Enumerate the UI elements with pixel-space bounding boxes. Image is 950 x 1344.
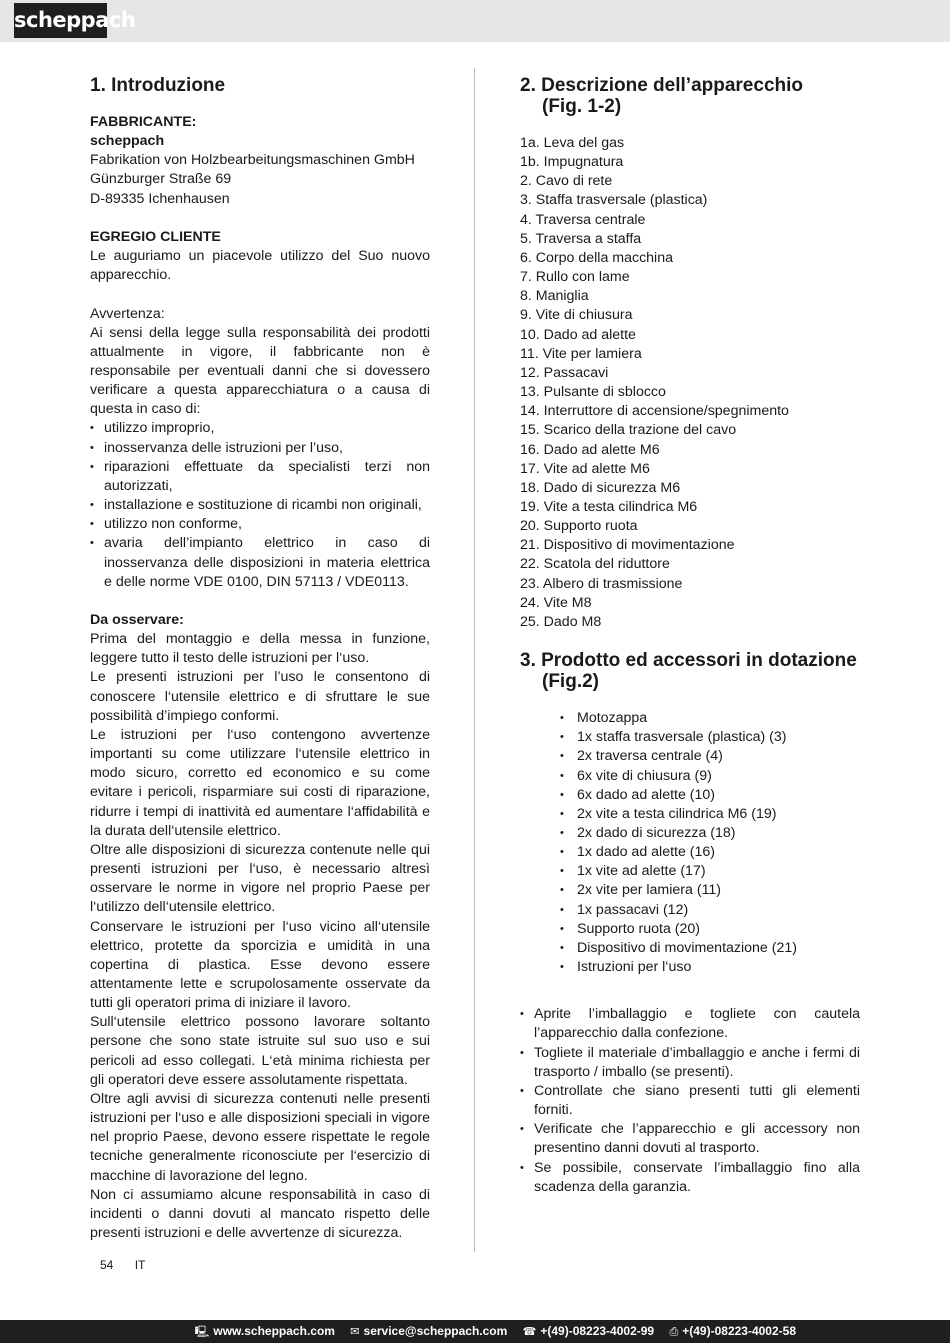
list-item: 2. Cavo di rete [520,173,613,190]
left-column [90,75,430,1243]
list-item: • 6x dado ad alette (10) [560,786,860,805]
observe-label: Da osservare: [90,612,184,629]
brand-logo: scheppach [14,3,107,38]
page-number: 54 [100,1258,114,1272]
observe-paragraph: Sull‘utensile elettrico possono lavorare soltanto persone che sono state istruite sul suo uso e sui pericoli ad esso collegati. L‘età minima richiesta per gli operatori deve essere assolutamente rispettata. [90,1014,430,1088]
list-item: 24. Vite M8 [520,594,592,611]
observe-paragraph: Oltre alle disposizioni di sicurezza contenute nelle qui presenti istruzioni per l‘uso, è necessario altresì osservare le norme in vigore nel proprio Paese per l‘utilizzo dell‘utensile elettrico. [90,841,430,916]
right-column [520,75,860,1197]
list-item: • 2x vite per lamiera (11) [560,881,860,900]
list-item: 19. Vite a testa cilindrica M6 [520,498,698,515]
list-item: • 2x traversa centrale (4) [560,747,860,766]
email-contact[interactable] [350,1324,507,1338]
customer-text: Le auguriamo un piacevole utilizzo del Suo nuovo apparecchio. [90,248,430,284]
list-item: • 1x vite ad alette (17) [560,862,860,881]
list-item: • installazione e sostituzione di ricambi non originali, [90,496,430,515]
observe-paragraph: Non ci assumiamo alcune responsabilità in caso di incidenti o danni dovuti al mancato rispetto delle presenti istruzioni e delle avvertenze di sicurezza. [90,1186,430,1242]
list-item: 15. Scarico della trazione del cavo [520,422,737,439]
phone-icon: ☎︎ [522,1326,537,1338]
list-item: 9. Vite di chiusura [520,307,633,324]
website-link[interactable]: www.scheppach.com [213,1324,335,1338]
observe-paragraph: Le istruzioni per l‘uso contengono avvertenze importanti su come utilizzare l‘utensile elettrico in modo sicuro, corretto ed economico e su come evitare i pericoli, risparmiare sui costi di riparazione, ridurre i tempi di inattività ed aumentare l‘affidabilità e la durata dell‘utensile elettrico. [90,726,430,839]
parts-list [520,134,860,632]
list-item: 12. Passacavi [520,364,609,381]
list-item: 23. Albero di trasmissione [520,575,683,592]
list-item: • avaria dell’impianto elettrico in caso di inosservanza delle disposizioni in materia elettrica e delle norme VDE 0100, DIN 57113 / VDE0113. [90,534,430,591]
manufacturer-name: scheppach [90,133,165,150]
section-3-title-figure: (Fig.2) [542,671,599,693]
list-item: 1a. Leva del gas [520,135,625,151]
list-item: 16. Dado ad alette M6 [520,441,660,458]
fax-contact [669,1324,796,1338]
list-item: • 1x passacavi (12) [560,901,860,920]
mail-icon: ✉︎ [350,1326,360,1338]
list-item: • Controllate che siano presenti tutti gli elementi forniti. [520,1082,860,1120]
list-item: 11. Vite per lamiera [520,345,642,362]
list-item: 14. Interruttore di accensione/spegnimento [520,403,789,420]
list-item: 7. Rullo con lame [520,269,630,286]
list-item: • Togliete il materiale d’imballaggio e anche i fermi di trasporto / imballo (se presenti). [520,1044,860,1082]
section-2-title-line: 2. Descrizione dell’apparecchio [520,75,803,96]
contact-list [183,1320,796,1344]
computer-icon: 🖳︎ [194,1326,210,1338]
address-line: Günzburger Straße 69 [90,171,232,188]
address-line: Fabrikation von Holzbearbeitungsmaschinen GmbH [90,152,415,169]
scope-of-delivery-list [520,709,860,977]
section-3-title [520,650,860,692]
section-2-title-figure: (Fig. 1-2) [542,96,622,117]
warning-text: Ai sensi della legge sulla responsabilità dei prodotti attualmente in vigore, il fabbricante non è responsabile per eventuali danni che si dovessero verificare a questa apparecchiatura o a causa di questa in caso di: [90,324,430,418]
section-1-title: 1. Introduzione [90,75,226,96]
list-item: • inosservanza delle istruzioni per l’uso, [90,439,430,458]
observe-paragraph: Conservare le istruzioni per l‘uso vicino all‘utensile elettrico, protette da sporcizia e umidità in una copertina di plastica. Esse devono essere attentamente lette e scrupolosamente osservate da tutti gli operatori prima di iniziare il lavoro. [90,918,430,1012]
page-footer [100,1258,163,1272]
list-item: • riparazioni effettuate da specialisti terzi non autorizzati, [90,458,430,496]
fax-number: +(49)-08223-4002-58 [682,1324,796,1338]
list-item: • 1x dado ad alette (16) [560,843,860,862]
list-item: • utilizzo improprio, [90,419,430,438]
address-line: D-89335 Ichenhausen [90,190,230,207]
fax-icon: ⎙ [669,1326,679,1338]
observe-paragraph: Le presenti istruzioni per l’uso le consentono di conoscere l‘utensile elettrico e di sfruttare le sue possibilità d’impiego conformi. [90,669,430,724]
list-item: 5. Traversa a staffa [520,230,642,247]
section-2-title [520,75,860,117]
list-item: • 1x staffa trasversale (plastica) (3) [560,728,860,747]
list-item: • Se possibile, conservate l’imballaggio fino alla scadenza della garanzia. [520,1159,860,1197]
list-item: • Motozappa [560,709,860,728]
list-item: 3. Staffa trasversale (plastica) [520,192,708,209]
contact-bar [0,1320,950,1343]
list-item: 4. Traversa centrale [520,211,646,228]
unpacking-list [520,1005,860,1197]
warning-list [90,419,430,591]
list-item: 6. Corpo della macchina [520,249,673,266]
top-header-bar [0,0,950,42]
column-divider [474,68,475,1252]
list-item: 25. Dado M8 [520,613,602,630]
list-item: 22. Scatola del riduttore [520,556,670,573]
list-item: • Dispositivo di movimentazione (21) [560,939,860,958]
list-item: 10. Dado ad alette [520,326,636,343]
list-item: • 6x vite di chiusura (9) [560,767,860,786]
list-item: 13. Pulsante di sblocco [520,384,666,401]
list-item: 1b. Impugnatura [520,154,624,171]
list-item: • 2x dado di sicurezza (18) [560,824,860,843]
list-item: 8. Maniglia [520,288,589,305]
customer-label: EGREGIO CLIENTE [90,228,221,245]
list-item: • Verificate che l’apparecchio e gli accessory non presentino danni dovuti al trasporto. [520,1120,860,1158]
manufacturer-label: FABBRICANTE: [90,114,197,130]
list-item: • Supporto ruota (20) [560,920,860,939]
phone-contact [523,1324,654,1338]
list-item: 18. Dado di sicurezza M6 [520,479,681,496]
language-code: IT [134,1258,146,1272]
phone-number: +(49)-08223-4002-99 [540,1324,655,1338]
website-contact[interactable] [195,1324,335,1338]
list-item: • utilizzo non conforme, [90,515,430,534]
email-link[interactable]: service@scheppach.com [363,1324,508,1338]
list-item: 17. Vite ad alette M6 [520,460,650,477]
section-3-title-line: 3. Prodotto ed accessori in dotazione [520,650,857,672]
observe-paragraph: Prima del montaggio e della messa in funzione, leggere tutto il testo delle istruzioni per l‘uso. [90,631,430,667]
list-item: • 2x vite a testa cilindrica M6 (19) [560,805,860,824]
list-item: 20. Supporto ruota [520,518,638,535]
list-item: • Aprite l’imballaggio e togliete con cautela l’apparecchio dalla confezione. [520,1005,860,1043]
observe-paragraph: Oltre agli avvisi di sicurezza contenuti nelle presenti istruzioni per l‘uso e alle disposizioni speciali in vigore nel proprio Paese, devono essere rispettate le regole tecniche generalmente riconosciute per l‘esercizio di macchine di lavorazione del legno. [90,1090,430,1184]
list-item: • Istruzioni per l‘uso [560,958,860,977]
warning-label: Avvertenza: [90,305,165,322]
list-item: 21. Dispositivo di movimentazione [520,537,735,554]
